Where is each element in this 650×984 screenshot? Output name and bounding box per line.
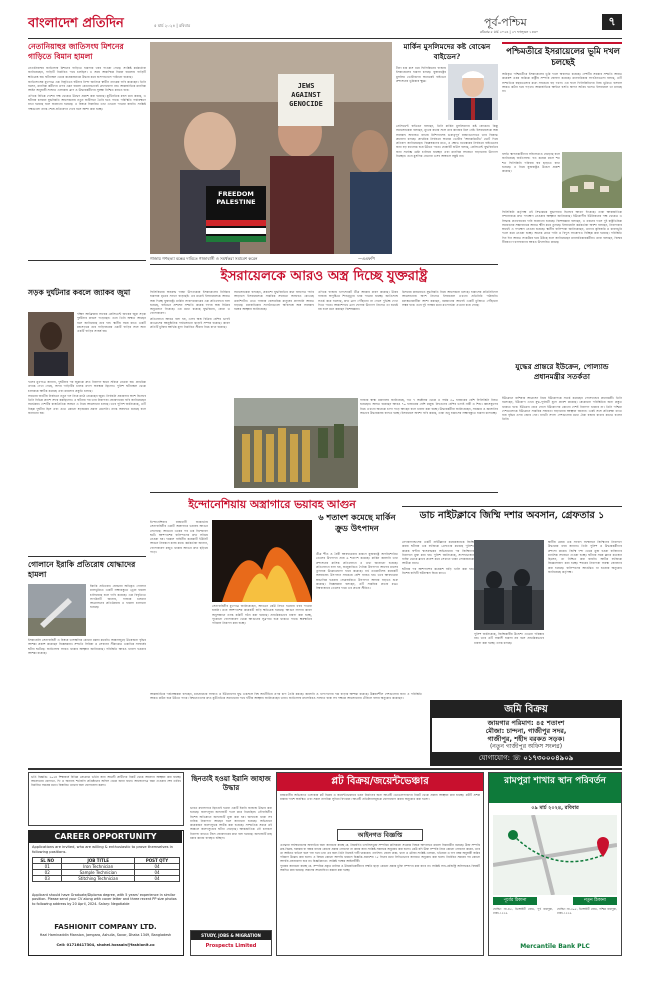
indonesia-headline: ইন্দোনেশিয়ায় অস্ত্রাগারে ভয়াবহ আগুন	[188, 498, 356, 511]
photo-credit: —এএফপি	[358, 256, 375, 261]
west-bank-body-2: ফিলিস্তিনি কর্তৃপক্ষ এই সিদ্ধান্তকে যুদ্ধাপরাধ হিসেবে আখ্যা দিয়েছে। তারা আন্তর্জাতিক সম্প্রদায়কে দ্রুত পদক্ষেপ নেওয়ার আহ্বান জানিয়েছে। ইউরোপীয় ইউনিয়নের পক্ষ থেকেও এ সিদ্ধান্ত প্রত্যাহারের দাবি জানানো হয়েছে। বিশেষজ্ঞরা বলছেন, এ ধরনের দখল দুই রাষ্ট্রভিত্তিক সমাধানের সম্ভাবনাকে আরও ক্ষীণ করে তুলছে। ইসরায়েলি কর্মকর্তারা অবশ্য বলছেন, নিরাপত্তার স্বার্থেই এ পদক্ষেপ নেওয়া হয়েছে। স্থানীয় বাসিন্দারা জানিয়েছেন, তাদের কৃষিজমি ও চারণভূমি দখল করে নেওয়া হচ্ছে। অনেক গ্রামে পানি ও বিদ্যুৎ সংযোগও বিচ্ছিন্ন করা হয়েছে। পরিস্থিতি দিন দিন আরও সংকটময় হয়ে উঠছে বলে জানিয়েছেন মানবাধিকারকর্মীরা। তারা বলছেন, বিশ্বের নীরবতা দখলদারদের আরও উৎসাহিত করছে।	[502, 210, 622, 245]
dutch-headline: ডাচ নাইটক্লাবে জিম্মি দশার অবসান, গ্রেফতার ১	[419, 510, 605, 521]
artillery-shells-image	[234, 398, 358, 488]
arms-body-col4: মিসরের কায়রোতে যুদ্ধবিরতি নিয়ে আলোচনা চলছে। হামাসের প্রতিনিধিদল আলোচনায় অংশ নিলেও ইসরায়েল এখনো প্রতিনিধি পাঠায়নি। মধ্যস্থতাকারীরা আশা করছেন, রমজানের আগেই একটি চুক্তিতে পৌঁছানো সম্ভব হবে। তবে দুই পক্ষের মধ্যে মতপার্থক্য এখনো রয়ে গেছে।	[402, 290, 498, 307]
section-name: পূর্ব-পশ্চিম	[484, 16, 527, 29]
bank-new-label: নতুন ঠিকানা	[573, 897, 617, 905]
admission-notice-text: ভর্তি বিজ্ঞপ্তি: ২০২৪ শিক্ষাবর্ষে বিভিন্ন প্রোগ্রামে ভর্তির জন্য আগ্রহী প্রার্থীদের নিকট থেকে আবেদন আহ্বান করা যাচ্ছে। আবেদনের যোগ্যতা, ফি ও অন্যান্য শর্তাবলি প্রতিষ্ঠানের অফিস থেকে জানা যাবে। আবেদনপত্র জমা দেওয়ার শেষ তারিখ নির্ধারিত সময়ের মধ্যে। বিস্তারিত তথ্যের জন্য যোগাযোগ করুন।	[31, 775, 181, 787]
netanyahu-headline: নেতানিয়াহুর জাতিসংঘ মিশনের গাড়িতে বিমান হামলা	[28, 42, 124, 61]
golan-photo	[28, 584, 86, 636]
career-company: FASHIONIT COMPANY LTD.	[54, 923, 157, 931]
career-cell: Iron Technician	[62, 864, 135, 870]
golan-headline: গোলানে ইরাকি প্রতিরোধ যোদ্ধাদের হামলা	[28, 560, 136, 579]
indonesia-body-col1: ইন্দোনেশিয়ার রাজধানী জাকার্তায় সেনাবাহিনীর একটি অস্ত্রাগারে ভয়াবহ আগুন লেগেছে। আগুনে একের পর এক বিস্ফোরণ ঘটে। আশপাশের বাসিন্দাদের দ্রুত সরিয়ে নেওয়া হয়। দমকল বাহিনীর কয়েকটি ইউনিট আগুন নিয়ন্ত্রণে কাজ করে। কর্মকর্তারা জানান, গোলাবারুদ মজুত থাকায় আগুন দ্রুত ছড়িয়ে পড়ে।	[150, 520, 208, 555]
admission-notice-ad	[28, 772, 184, 826]
career-title: CAREER OPPORTUNITY	[29, 831, 182, 843]
landscape-image	[562, 152, 622, 208]
ukraine-body: ইউক্রেনে রাশিয়ার আগ্রাসন নিয়ে ইউরোপকে সতর্ক করেছেন পোল্যান্ডের প্রধানমন্ত্রী। তিনি বলেছেন, ইউরোপ এখন যুদ্ধ-পূর্ববর্তী যুগে প্রবেশ করেছে। যেকোনো পরিস্থিতির জন্য প্রস্তুত থাকতে হবে। ইউক্রেন হেরে গেলে ইউরোপের কোনো দেশই নিরাপদ থাকবে না। তিনি পশ্চিমা দেশগুলোকে ইউক্রেনে সামরিক সহায়তা বাড়ানোর আহ্বান জানান। একই সঙ্গে প্রতিরক্ষা খাতে ব্যয় বৃদ্ধির ওপর জোর দেন। ন্যাটো সদস্য দেশগুলোর মধ্যে ঐক্য বজায় রাখার কথাও বলেন তিনি।	[502, 396, 622, 422]
legal-notice-body: এতদ্বারা সর্বসাধারণের অবগতির জন্য জানানো যাচ্ছে যে, নিম্নবর্ণিত তফসিলভুক্ত সম্পত্তির মালিকানা সংক্রান্ত বিষয়ে আদালতে মামলা বিচারাধীন রয়েছে। উক্ত সম্পত্তি ক্রয়-বিক্রয়, হস্তান্তর বা বন্ধক রাখার কোনো প্রকার লেনদেন না করার জন্য সংশ্লিষ্ট সকলকে অনুরোধ করা হলো। কেউ যদি উক্ত সম্পত্তি নিয়ে কোনো লেনদেন করেন, তবে তা আইনত বাতিল বলে গণ্য হবে এবং এর জন্য তিনি নিজেই দায়ী থাকবেন। তফসিল: জেলা ঢাকা, থানা ও মৌজা সংশ্লিষ্ট এলাকা, খতিয়ান ও দাগ নম্বর অনুযায়ী জমির পরিমাণ উল্লেখ করা হলো। এ বিষয়ে কোনো আপত্তি থাকলে বিজ্ঞপ্তি প্রকাশের ১৫ দিনের মধ্যে লিখিতভাবে জানাতে অনুরোধ করা হলো। নির্ধারিত সময়ের পর কোনো আপত্তি গ্রহণযোগ্য হবে না। বিজ্ঞপ্তিদাতা: সংশ্লিষ্ট পক্ষের আইনজীবী। পুনরায় জানানো যাচ্ছে যে, সম্পত্তির প্রকৃত মালিক ও উত্তরাধিকারীদের সম্মতি ছাড়া কোনো প্রকার চুক্তি সম্পাদন করা যাবে না। সংশ্লিষ্ট সাব-রেজিস্ট্রি অফিসকেও বিষয়টি অবহিত করা হয়েছে। সকলের সহযোগিতা কামনা করা হচ্ছে।	[280, 843, 480, 872]
table-row	[33, 876, 180, 882]
masthead-bar	[28, 14, 622, 36]
dutch-body-col3: স্থানীয় মেয়র এক সংবাদ সম্মেলনে জিম্মিদের নিরাপদে উদ্ধারের খবর জানান। তিনি পুলিশ ও উদ্ধারকর্মীদের প্রশংসা করেন। জিম্মি দশা থেকে মুক্ত হওয়া ব্যক্তিদের মানসিক সহায়তা দেওয়া হচ্ছে। ঘটনার সময় ক্লাবে কতজন ছিলেন, তা নিশ্চিত করা যায়নি। আটক ব্যক্তিকে জিজ্ঞাসাবাদ করা হচ্ছে। শহরের নিরাপত্তা ব্যবস্থা জোরদার করা হয়েছে। বাসিন্দাদের আতঙ্কিত না হওয়ার অনুরোধ জানিয়েছে কর্তৃপক্ষ।	[548, 540, 622, 575]
ammo-photo	[234, 398, 358, 488]
study-title: STUDY, JOBS & MIGRATION	[191, 931, 271, 940]
ukraine-headline-main: যুদ্ধের প্রান্তরে ইউক্রেন, পোল্যান্ড প্রধানমন্ত্রীর সতর্কতা	[515, 362, 609, 381]
page-number: ৭	[602, 14, 622, 30]
oil-headline: ৬ শতাংশ কমেছে মার্কিন ক্রুড উৎপাদন	[318, 512, 396, 533]
land-sale-line4: (নতুন গাজীপুর অফিস সংলগ্ন)	[489, 743, 563, 750]
bank-title: রামপুরা শাখার স্থান পরিবর্তন	[489, 773, 621, 803]
accident-body-top: দক্ষিণ আফ্রিকার সাবেক প্রেসিডেন্ট জ্যাকব জুমা সড়ক দুর্ঘটনার কবলে পড়েছেন। তবে তিনি অক্ষত আছেন বলে জানিয়েছে তার দল। স্থানীয় সময় রাতে একটি মহাসড়কে তার গাড়িবহরের একটি গাড়ির সঙ্গে অন্য একটি গাড়ির সংঘর্ষ হয়।	[77, 312, 146, 334]
protest-image	[150, 42, 392, 254]
career-intro: Applications are invited, who are willing & enthusiastic to prove themselves in following positions.	[32, 845, 173, 854]
career-header-qty: POST QTY	[134, 858, 179, 864]
arms-body-col3: এদিকে গাজায় খাদ্যসংকট তীব্র আকার ধারণ করেছে। উত্তর গাজায় অপুষ্টিতে শিশুমৃত্যুর খবর পাওয়া যাচ্ছে। জাতিসংঘ সতর্ক করে বলেছে, দ্রুত ত্রাণ পৌঁছানো না গেলে দুর্ভিক্ষ দেখা দিতে পারে। আকাশপথে ত্রাণ ফেলার উদ্যোগ নিলেও তা যথেষ্ট নয় বলে মনে করছেন বিশেষজ্ঞরা।	[318, 290, 398, 312]
protest-photo	[150, 42, 392, 254]
career-cell: 04	[134, 876, 179, 882]
netanyahu-body: নেতানিয়াহুর জাতিসংঘ মিশনের গাড়িতে হামলার খবর পাওয়া গেছে। সংশ্লিষ্ট কর্মকর্তারা জানিয়েছেন, গাড়িটি নির্ধারিত পথে চলছিল। এ সময় আকস্মিক বিমান হামলায় গাড়িটি ক্ষতিগ্রস্ত হয়। ঘটনাস্থল থেকে কয়েকজনকে উদ্ধার করে হাসপাতালে পাঠানো হয়েছে। জাতিসংঘের মুখপাত্র এক বিবৃতিতে ঘটনার নিন্দা জানিয়ে স্বাধীন তদন্তের দাবি করেছেন। তিনি বলেন, মানবিক কর্মীদের ওপর এমন হামলা কোনোভাবেই গ্রহণযোগ্য নয়। আন্তর্জাতিক মানবিক আইন অনুযায়ী সংঘাত এলাকায় ত্রাণ ও উদ্ধারকর্মীদের সুরক্ষা নিশ্চিত করতে হবে। এদিকে বিভিন্ন দেশের পক্ষ থেকেও উদ্বেগ প্রকাশ করা হয়েছে। কূটনৈতিক মহল মনে করছে, এ ঘটনায় চলমান যুদ্ধবিরতি আলোচনায় নতুন জটিলতা তৈরি হতে পারে। পরিস্থিতি পর্যবেক্ষণে রাখা হয়েছে বলে জানানো হয়েছে। এ বিষয়ে বিস্তারিত তথ্য এখনো পাওয়া যায়নি। সংশ্লিষ্ট পক্ষগুলো তদন্ত শেষে প্রতিবেদন দেবে বলে আশা করা হচ্ছে।	[28, 66, 146, 111]
accident-headline: সড়ক দুর্ঘটনার কবলে জ্যাকব জুমা	[28, 288, 131, 297]
bottom-rule	[28, 768, 622, 770]
career-cell: Stitching Technician	[62, 876, 135, 882]
divider	[28, 260, 146, 261]
land-sale-ad	[430, 700, 622, 766]
arms-body-col1: ফিলিস্তিনের অবরুদ্ধ গাজা উপত্যকায় ইসরায়েলের নির্বিচার হামলায় মৃতের সংখ্যা বাড়ছেই। এর মধ্যেই ইসরায়েলকে আরও অস্ত্র দিচ্ছে যুক্তরাষ্ট্র। মার্কিন সংবাদমাধ্যমের এক প্রতিবেদনে বলা হয়েছে, বাইডেন প্রশাসন সম্প্রতি কয়েক দফায় অস্ত্র বিক্রির অনুমোদন দিয়েছে। এর মধ্যে রয়েছে যুদ্ধবিমান, বোমা ও গোলাবারুদ। প্রতিবেদনে আরও বলা হয়, এসব অস্ত্র বিক্রির বেশির ভাগই কংগ্রেসের আনুষ্ঠানিক পর্যালোচনা ছাড়াই সম্পন্ন হয়েছে। কারণ প্রতিটি চুক্তির আর্থিক মূল্য নির্ধারিত সীমার নিচে রাখা হয়েছে।	[150, 290, 230, 330]
plot-sale-title: প্লট বিক্রয়/জয়েন্টভেঞ্চার	[277, 773, 483, 791]
fire-photo	[212, 520, 312, 602]
divider	[28, 556, 146, 557]
indonesia-body-col2: সেনাবাহিনীর মুখপাত্র জানিয়েছেন, আগুনে কেউ নিহত হওয়ার খবর পাওয়া যায়নি। তবে আশপাশের কয়েকটি বাড়ি ক্ষতিগ্রস্ত হয়েছে। আগুন লাগার কারণ অনুসন্ধানে তদন্ত কমিটি গঠন করা হয়েছে। প্রাথমিকভাবে ধারণা করা হচ্ছে, পুরোনো গোলাবারুদ থেকে আগুনের সূত্রপাত হয়ে থাকতে পারে। ক্ষয়ক্ষতির পরিমাণ নিরূপণ করা হচ্ছে।	[212, 604, 312, 626]
golan-body: ইসরায়েলি সেনাবাহিনী এ বিষয়ে তাৎক্ষণিক কোনো মন্তব্য করেনি। অঞ্চলজুড়ে উত্তেজনা বৃদ্ধির আশঙ্কা প্রকাশ করেছেন বিশ্লেষকরা। সম্প্রতি সিরিয়া ও লেবানন সীমান্তেও একাধিক সংঘর্ষের ঘটনা ঘটেছে। জাতিসংঘ সংযত থাকার আহ্বান জানিয়েছে। পরিস্থিতি আরও খারাপ হওয়ার আশঙ্কা রয়েছে।	[28, 638, 146, 655]
kidnap-headline: ছিনতাই হওয়া ইরানি জাহাজ উদ্ধার	[191, 774, 271, 792]
land-sale-title: জমি বিক্রয়	[432, 702, 620, 718]
continuation-body: আন্তর্জাতিক পর্যবেক্ষকরা বলছেন, মধ্যপ্রাচ্যের সংঘাত ও ইউরোপের যুদ্ধ একসঙ্গে বিশ্ব অর্থনীতির ওপর চাপ তৈরি করছে। জ্বালানি ও খাদ্যপণ্যের দাম বাড়ার আশঙ্কা রয়েছে। উন্নয়নশীল দেশগুলোর জন্য এ পরিস্থিতি আরও কঠিন হয়ে উঠতে পারে। বিশ্বনেতাদের দ্রুত কূটনৈতিক সমাধানের পথে হাঁটার আহ্বান জানিয়েছেন তারা। জাতিসংঘ মহাসচিবও সংঘাত বন্ধে সব পক্ষকে আলোচনার টেবিলে বসার অনুরোধ করেছেন।	[150, 692, 422, 701]
arms-body-col5: গাজার স্বাস্থ্য মন্ত্রণালয় জানিয়েছে, গত ৭ অক্টোবর থেকে এ পর্যন্ত ৩০ হাজারের বেশি ফিলিস্তিনি নিহত হয়েছেন। আহত হয়েছেন আরও ৭০ হাজারের বেশি মানুষ। নিহতদের বেশির ভাগই নারী ও শিশু। ধ্বংসস্তূপের নিচে এখনো অনেকে চাপা পড়ে আছেন বলে ধারণা করা হচ্ছে। উদ্ধারকর্মীরা জানিয়েছেন, সরঞ্জাম ও জ্বালানির অভাবে উদ্ধারকাজ ব্যাহত হচ্ছে। ইসরায়েল অবশ্য দাবি করছে, তারা শুধু হামাসের লক্ষ্যবস্তুতে হামলা চালাচ্ছে।	[360, 398, 498, 415]
study-ad	[190, 930, 272, 956]
bank-new-address: হোল্ডিং নং-২০৫, ডিআইটি রোড, পশ্চিম রামপুরা, ঢাকা-১২১৯	[557, 907, 617, 915]
bank-date: ০৯ মার্চ ২০২৪, রবিবার	[531, 805, 579, 811]
settlement-photo	[562, 152, 622, 208]
map-icon	[493, 815, 617, 895]
land-sale-line3: গাজীপুর, শহীদ বরকত সড়ক।	[487, 735, 565, 743]
arms-body-col2: সমালোচকরা বলছেন, প্রকাশ্যে যুদ্ধবিরতির কথা বললেও পর্দার আড়ালে ইসরায়েলকে সামরিক সহায়তা অব্যাহত রেখেছে ওয়াশিংটন। এতে গাজায় বেসামরিক মানুষের প্রাণহানি আরও বাড়ছে। মানবাধিকার সংগঠনগুলো অবিলম্বে অস্ত্র সরবরাহ বন্ধের আহ্বান জানিয়েছে।	[234, 290, 314, 312]
header-rule	[28, 38, 622, 39]
career-cell: Sample Technician	[62, 870, 135, 876]
bank-name: Mercantile Bank PLC	[520, 943, 590, 950]
header-date: রবিবার ৫ মার্চ ২০২৪ | ২৭ ফাল্গুন ১৪৩০	[480, 30, 539, 34]
divider	[150, 492, 498, 493]
land-sale-contact-label: যোগাযোগ:	[478, 754, 511, 762]
bank-ad	[488, 772, 622, 956]
photo-caption: গাজায় গণহত্যা বন্ধের দাবিতে গাজাবাসী ও সমর্থকরা সমাবেশ করেন	[150, 256, 258, 261]
rocket-image	[28, 584, 86, 636]
muslims-headline: মার্কিন মুসলিমদের কষ্ট বোঝেন বাইডেন?	[403, 42, 491, 61]
bank-old-address: হোল্ডিং নং-৪৫, ডিআইটি রোড, পূর্ব রামপুরা, ঢাকা-১২১৯	[493, 907, 553, 915]
plot-sale-body: রাজধানীর অভিজাত এলাকায় প্লট বিক্রয় ও জয়েন্টভেঞ্চারে ভবন নির্মাণের জন্য আগ্রহী ডেভেলপারদের নিকট থেকে প্রস্তাব আহ্বান করা যাচ্ছে। প্লটটি প্রশস্ত রাস্তার পাশে অবস্থিত এবং সকল নাগরিক সুবিধা বিদ্যমান। আগ্রহী প্রতিষ্ঠানসমূহকে যোগাযোগ করার অনুরোধ করা হলো।	[280, 793, 480, 802]
career-footer: Applicant should have Graduate/Diploma degree, with 5 years' experience in similar position. Please send your CV along with cover letter and three recent PP size photos to following address by 20 April, 2024. Salary: Negotiable	[32, 893, 177, 906]
career-header-title: JOB TITLE	[62, 858, 135, 864]
land-sale-contact-row	[432, 752, 620, 764]
muslims-body: প্রেসিডেন্ট বাইডেন বলছেন, তিনি মার্কিন মুসলিমদের কষ্ট বোঝেন। কিন্তু সমালোচকরা বলছেন, মুখের কথার সঙ্গে তার কাজের মিল নেই। ইসরায়েলকে অস্ত্র সরবরাহ অব্যাহত রাখায় মিশিগানসহ গুরুত্বপূর্ণ রাজ্যগুলোতে তার বিরুদ্ধে প্রচারণা চলছে। প্রাথমিক নির্বাচনে অনেক ভোটার 'আনকমিটেড' ভোট দিয়ে প্রতিবাদ জানিয়েছেন। বিশ্লেষকদের মতে, এ ক্ষোভ নভেম্বরের নির্বাচনে বাইডেনের জন্য বড় চ্যালেঞ্জ হয়ে উঠতে পারে। হোয়াইট হাউস বলছে, প্রেসিডেন্ট যুদ্ধবিরতির জন্য সর্বোচ্চ চেষ্টা চালিয়ে যাচ্ছেন এবং মানবিক সহায়তা বাড়ানোর উদ্যোগ নিচ্ছেন। তবে মুসলিম নেতারা এসব আশ্বাসে সন্তুষ্ট নন।	[396, 124, 498, 159]
career-cell: Cell: 01716417304, shohel.hossain@fashionit.co	[56, 943, 155, 947]
golan-body-top: ইরাকি প্রতিরোধ যোদ্ধারা অধিকৃত গোলান মালভূমিতে একটি লক্ষ্যবস্তুতে ড্রোন হামলা চালিয়েছে বলে দাবি করেছে। এক বিবৃতিতে সংগঠনটি জানায়, গাজায় চলমান আগ্রাসনের প্রতিক্রিয়ায় এ হামলা চালানো হয়েছে।	[90, 584, 146, 610]
masthead-logo: বাংলাদেশ প্রতিদিন	[28, 16, 124, 31]
divider	[150, 264, 498, 265]
fire-image	[212, 520, 312, 602]
career-cell: 03	[33, 876, 62, 882]
land-sale-line1: জায়গার পরিমাণ: ৪৫ শতাংশ	[487, 719, 565, 727]
land-sale-phone: ০১৭৩০০০৪৯০৯	[523, 754, 574, 762]
muslims-body-top: টানা চার মাস ধরে ফিলিস্তিনের গাজায় ইসরায়েলের হামলা চলছে। যুক্তরাষ্ট্রের মুসলিম ভোটারদের অনেকেই বাইডেন প্রশাসনের ভূমিকায় ক্ষুব্ধ।	[396, 66, 446, 83]
career-header-sl: SL NO	[33, 858, 62, 864]
kidnap-body: ভারত মহাসাগরে ছিনতাই হওয়া একটি ইরানি জাহাজ উদ্ধার করা হয়েছে। জলদস্যুরা জাহাজটি দখল করে নিয়েছিল। নৌবাহিনীর বিশেষ অভিযানে জাহাজটি মুক্ত করা হয়। জাহাজে থাকা সব নাবিক নিরাপদে আছেন বলে জানানো হয়েছে। অভিযানে কয়েকজন জলদস্যুকে আটক করা হয়েছে। সাম্প্রতিক সময়ে ওই অঞ্চলে জলদস্যুতার ঘটনা বেড়েছে। আন্তর্জাতিক নৌ চলাচল নিরাপদ রাখতে টহল জোরদারের কথা বলা হয়েছে। জাহাজটি মাছ ধরার কাজে ব্যবহৃত হচ্ছিল।	[190, 806, 272, 841]
west-bank-body: অধিকৃত পশ্চিমতীরে ইসরায়েলের ভূমি দখল অব্যাহত রয়েছে। দেশটির সরকার সম্প্রতি আরও কয়েকশ একর জমিকে রাষ্ট্রীয় সম্পত্তি ঘোষণা করেছে। মানবাধিকার সংগঠনগুলো বলছে, এটি সাম্প্রতিক বছরগুলোর মধ্যে সবচেয়ে বড় দখল। এর ফলে ফিলিস্তিনিদের নিজ ভূমিতে বসবাস আরও কঠিন হয়ে পড়বে। আন্তর্জাতিক আইনে বসতি স্থাপন অবৈধ হলেও ইসরায়েল তা মানছে না।	[502, 72, 622, 94]
map-graphic	[493, 815, 617, 895]
career-ad	[28, 830, 184, 956]
police-image	[474, 540, 544, 630]
phone-icon: ☏	[512, 754, 522, 762]
career-cell: 02	[33, 870, 62, 876]
career-table	[32, 857, 180, 882]
police-photo	[474, 540, 544, 630]
west-bank-headline: পশ্চিমতীরে ইসরায়েলের ভূমি দখল চলছেই	[506, 46, 620, 67]
masthead-meta: ৫ মার্চ ২০২৪ | রবিবার	[154, 23, 191, 28]
career-address: Hazi Haminaddin Mansion, Jamgara, Ashulia, Savar, Dhaka 1349, Bangladesh	[39, 933, 172, 937]
biden-photo	[448, 64, 498, 120]
career-cell: 04	[134, 864, 179, 870]
legal-notice-title: আইনগত বিজ্ঞপ্তি	[337, 829, 423, 841]
portrait-image	[28, 312, 74, 376]
dutch-body-col2: পুলিশ জানিয়েছে, জিম্মিকারীর উদ্দেশ্য এখনো পরিষ্কার নয়। তবে এটি সন্ত্রাসী হামলা নয় বলে প্রাথমিকভাবে ধারণা করা হচ্ছে। তদন্ত চলছে।	[474, 632, 544, 645]
protest-sign2-text: FREEDOM PALESTINE	[216, 190, 256, 206]
bank-old-label: পূর্বের ঠিকানা	[493, 897, 537, 905]
protest-sign-text: JEWS AGAINST GENOCIDE	[289, 82, 323, 108]
accident-body: দলের মুখপাত্র জানান, দুর্ঘটনার পর জুমাকে দ্রুত নিরাপদ স্থানে সরিয়ে নেওয়া হয়। প্রাথমিক তদন্তে দেখা গেছে, অপর গাড়িটির চালক মদ্যপ অবস্থায় ছিলেন। পুলিশ ঘটনাস্থল থেকে চালককে আটক করেছে এবং মামলার প্রস্তুতি চলছে। সামনের জাতীয় নির্বাচনে নতুন দল নিয়ে মাঠে নেমেছেন জুমা। নির্বাচনি প্রচারণার অংশ হিসেবে তিনি বিভিন্ন প্রদেশ সফর করছিলেন। এ ঘটনার পর তার নিরাপত্তা জোরদারের দাবি জানিয়েছেন সমর্থকরা। দেশটির রাজনৈতিক অঙ্গনে এ নিয়ে আলোচনা চলছে। তবে পুলিশ জানিয়েছে, এটি নিছক দুর্ঘটনা ছিল এবং এতে কোনো ষড়যন্ত্রের প্রমাণ মেলেনি। তদন্ত অব্যাহত রয়েছে বলে জানানো হয়।	[28, 380, 146, 416]
land-sale-line2: মৌজা: চান্দনা, গাজীপুর সদর,	[485, 727, 567, 735]
west-bank-frame	[502, 42, 622, 44]
portrait-image	[448, 64, 498, 120]
career-cell: 04	[134, 870, 179, 876]
arms-headline: ইসরায়েলকে আরও অস্ত্র দিচ্ছে যুক্তরাষ্ট্র	[220, 268, 428, 284]
study-company: Prospects Limited	[205, 943, 257, 949]
oil-body: তীব্র শীত ও বৈরী আবহাওয়ার কারণে যুক্তরাষ্ট্রে অপরিশোধিত তেলের উৎপাদন প্রায় ৬ শতাংশ কমেছে। মার্কিন জ্বালানি তথ্য প্রশাসনের মাসিক প্রতিবেদনে এ তথ্য জানানো হয়েছে। প্রতিবেদনে বলা হয়, জানুয়ারিতে দৈনিক উৎপাদন আগের মাসের তুলনায় উল্লেখযোগ্য হারে কমেছে। নর্থ ডাকোটাসহ কয়েকটি অঙ্গরাজ্যে উৎপাদন সবচেয়ে বেশি ব্যাহত হয়। তবে আবহাওয়া স্বাভাবিক হওয়ায় ফেব্রুয়ারিতে উৎপাদন আবার বাড়তে শুরু করেছে। বিশ্লেষকরা বলছেন, এটি সাময়িক প্রভাব মাত্র। বিশ্ববাজারে তেলের দামে এর প্রভাব সীমিত।	[316, 552, 398, 591]
plot-sale-ad	[276, 772, 484, 956]
zuma-photo	[28, 312, 74, 376]
west-bank-body-side: বসতি স্থাপনকারীদের সহিংসতাও বেড়েছে বলে জানিয়েছে জাতিসংঘ। গত কয়েক মাসে শত শত ফিলিস্তিনি পরিবার ঘর ছাড়তে বাধ্য হয়েছে। এ নিয়ে যুক্তরাষ্ট্রও উদ্বেগ প্রকাশ করেছে।	[502, 152, 560, 174]
dutch-body-col1: নেদারল্যান্ডসের একটি নাইটক্লাবে কয়েকজনকে জিম্মি করার ঘটনায় এক ব্যক্তিকে গ্রেফতার করেছে পুলিশ। কয়েক ঘণ্টার শ্বাসরুদ্ধকর অভিযানের পর জিম্মিদের নিরাপদে মুক্ত করা হয়। পুলিশ জানিয়েছে, সন্দেহভাজন ব্যক্তি ভোরে ক্লাবে প্রবেশ করে সেখানে থাকা লোকজনকে আটকে রাখে। ঘটনার পর আশপাশের কয়েকশ বাড়ি খালি করা হয়। বিশেষ বাহিনী ঘটনাস্থল ঘিরে রাখে।	[402, 540, 474, 576]
divider	[402, 506, 622, 507]
career-cell: 01	[33, 864, 62, 870]
